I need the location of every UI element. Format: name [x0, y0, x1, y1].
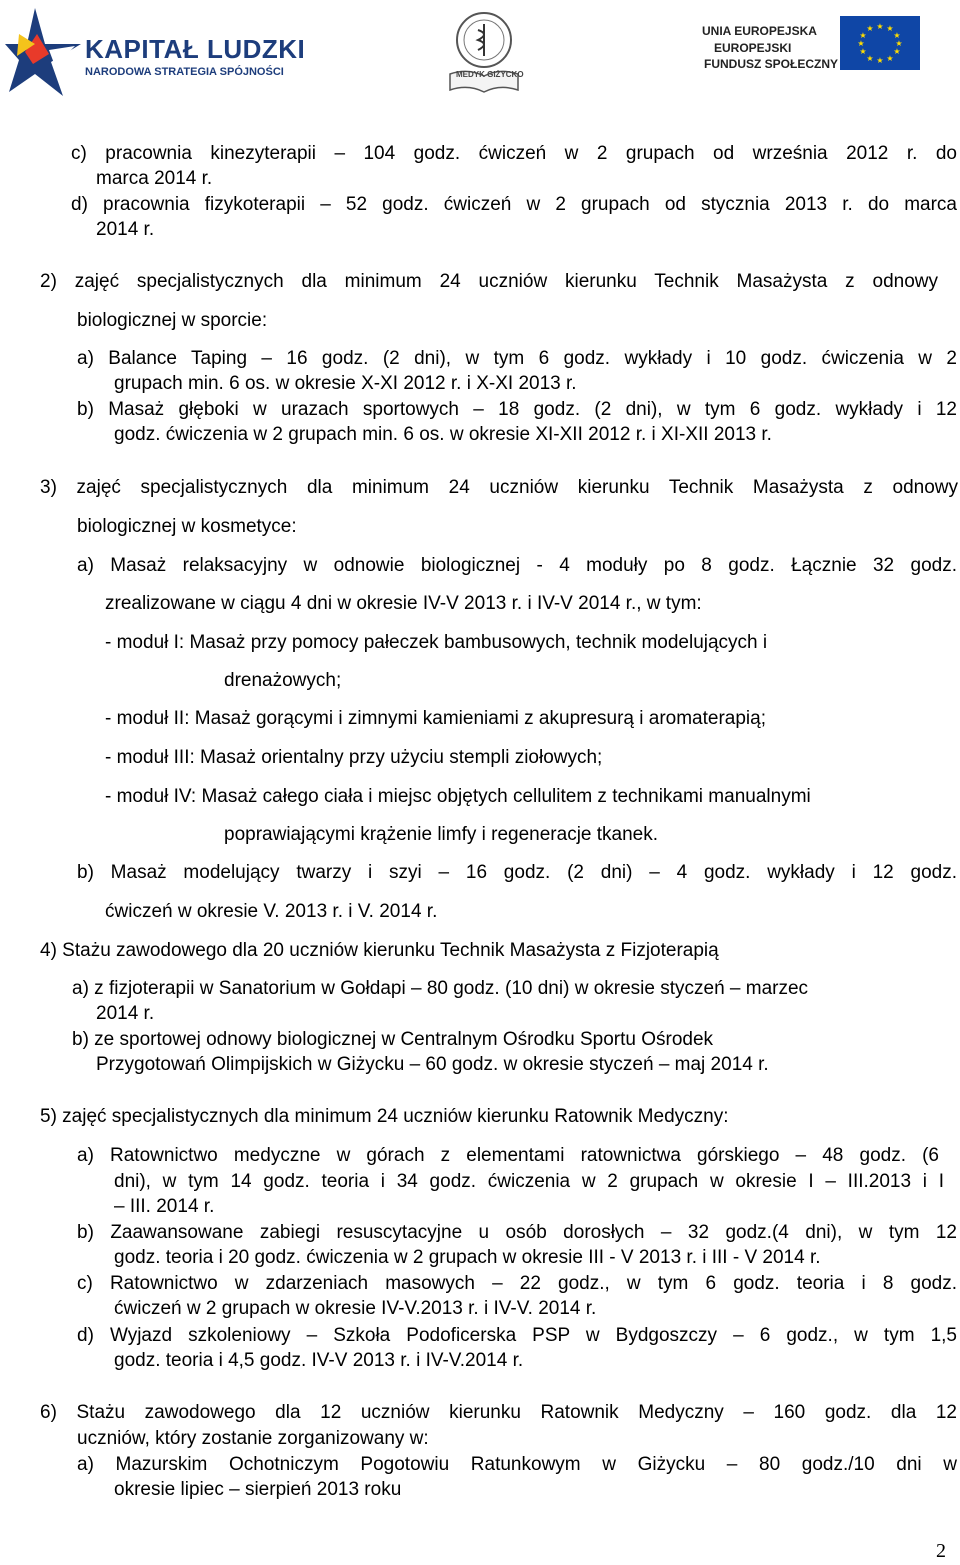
text-line: okresie lipiec – sierpień 2013 roku	[114, 1479, 402, 1500]
text-line: a) Balance Taping – 16 godz. (2 dni), w tym 6 godz. wykłady i 10 godz. ćwiczenia w 2	[77, 348, 957, 369]
text-line: 6) Stażu zawodowego dla 12 uczniów kierunku Ratownik Medyczny – 160 godz. dla 12	[40, 1402, 957, 1423]
svg-text:★: ★	[893, 47, 901, 56]
kapital-ludzki-logo	[5, 4, 305, 96]
text-line: a) Ratownictwo medyczne w górach z elementami ratownictwa górskiego – 48 godz. (6	[77, 1145, 939, 1166]
text-line: godz. teoria i 20 godz. ćwiczenia w 2 grupach w okresie III - V 2013 r. i III - V 2014 r.	[114, 1247, 821, 1268]
school-logo	[444, 10, 524, 96]
text-line: zrealizowane w ciągu 4 dni w okresie IV-V 2013 r. i IV-V 2014 r., w tym:	[105, 593, 702, 614]
text-line: - moduł II: Masaż gorącymi i zimnymi kamieniami z akupresurą i aromaterapią;	[105, 708, 766, 729]
svg-text:★: ★	[895, 39, 903, 48]
eu-line-2: EUROPEJSKI	[714, 41, 792, 55]
text-line: poprawiającymi krążenie limfy i regeneracje tkanek.	[224, 824, 659, 845]
svg-text:★: ★	[893, 31, 901, 40]
text-line: - moduł IV: Masaż całego ciała i miejsc objętych cellulitem z technikami manualnymi	[105, 786, 811, 807]
text-line: Przygotowań Olimpijskich w Giżycku – 60 godz. w okresie styczeń – maj 2014 r.	[96, 1054, 769, 1075]
text-line: dni), w tym 14 godz. teoria i 34 godz. ćwiczenia w 2 grupach w okresie I – III.2013 i I	[114, 1171, 944, 1192]
svg-text:★: ★	[886, 24, 894, 33]
text-line: biologicznej w kosmetyce:	[77, 516, 297, 537]
text-line: 2014 r.	[96, 1003, 155, 1024]
text-line: a) Masaż relaksacyjny w odnowie biologicznej - 4 moduły po 8 godz. Łącznie 32 godz.	[77, 555, 957, 576]
svg-text:★: ★	[859, 47, 867, 56]
text-line: godz. ćwiczenia w 2 grupach min. 6 os. w okresie XI-XII 2012 r. i XI-XII 2013 r.	[114, 424, 772, 445]
eu-flag-icon	[840, 16, 920, 70]
text-line: grupach min. 6 os. w okresie X-XI 2012 r. i X-XI 2013 r.	[114, 373, 577, 394]
text-line: ćwiczeń w 2 grupach w okresie IV-V.2013 r. i IV-V. 2014 r.	[114, 1298, 597, 1319]
page-number: 2	[936, 1540, 946, 1562]
svg-text:★: ★	[886, 54, 894, 63]
text-line: a) Mazurskim Ochotniczym Pogotowiu Ratunkowym w Giżycku – 80 godz./10 dni w	[77, 1454, 957, 1475]
svg-text:★: ★	[857, 39, 865, 48]
school-logo-text: MEDYK GIŻYCKO	[456, 70, 524, 79]
kapital-ludzki-subtitle: NARODOWA STRATEGIA SPÓJNOŚCI	[85, 66, 284, 78]
text-line: – III. 2014 r.	[114, 1196, 215, 1217]
text-line: a) z fizjoterapii w Sanatorium w Gołdapi – 80 godz. (10 dni) w okresie styczeń – marzec	[72, 978, 809, 999]
svg-text:★: ★	[866, 54, 874, 63]
text-line: b) Masaż modelujący twarzy i szyi – 16 godz. (2 dni) – 4 godz. wykłady i 12 godz.	[77, 862, 957, 883]
text-line: b) Zaawansowane zabiegi resuscytacyjne u osób dorosłych – 32 godz.(4 dni), w tym 12	[77, 1222, 957, 1243]
text-line: ćwiczeń w okresie V. 2013 r. i V. 2014 r.	[105, 901, 438, 922]
text-line: d) Wyjazd szkoleniowy – Szkoła Podoficerska PSP w Bydgoszczy – 6 godz., w tym 1,5	[77, 1325, 957, 1346]
text-line: 3) zajęć specjalistycznych dla minimum 24 uczniów kierunku Technik Masażysta z odnowy	[40, 477, 958, 498]
svg-text:★: ★	[876, 56, 884, 65]
text-line: biologicznej w sporcie:	[77, 310, 268, 331]
eu-line-3: FUNDUSZ SPOŁECZNY	[704, 57, 839, 71]
text-line: c) Ratownictwo w zdarzeniach masowych – 22 godz., w tym 6 godz. teoria i 8 godz.	[77, 1273, 957, 1294]
text-line: uczniów, który zostanie zorganizowany w:	[77, 1428, 429, 1449]
eu-logo	[688, 2, 940, 96]
text-line: marca 2014 r.	[96, 168, 213, 189]
text-line: 5) zajęć specjalistycznych dla minimum 24 uczniów kierunku Ratownik Medyczny:	[40, 1106, 729, 1127]
text-line: 2) zajęć specjalistycznych dla minimum 24 uczniów kierunku Technik Masażysta z odnowy	[40, 271, 938, 292]
text-line: b) ze sportowej odnowy biologicznej w Centralnym Ośrodku Sportu Ośrodek	[72, 1029, 714, 1050]
eu-line-1: UNIA EUROPEJSKA	[702, 24, 817, 38]
text-line: - moduł III: Masaż orientalny przy użyciu stempli ziołowych;	[105, 747, 603, 768]
text-line: drenażowych;	[224, 670, 342, 691]
svg-text:★: ★	[859, 31, 867, 40]
text-line: 2014 r.	[96, 219, 155, 240]
text-line: 4) Stażu zawodowego dla 20 uczniów kierunku Technik Masażysta z Fizjoterapią	[40, 940, 719, 961]
text-line: godz. teoria i 4,5 godz. IV-V 2013 r. i IV-V.2014 r.	[114, 1350, 524, 1371]
page-header	[0, 0, 960, 100]
kapital-ludzki-title: KAPITAŁ LUDZKI	[85, 34, 306, 64]
svg-text:★: ★	[866, 24, 874, 33]
kapital-ludzki-star-icon	[5, 4, 85, 96]
text-line: d) pracownia fizykoterapii – 52 godz. ćwiczeń w 2 grupach od stycznia 2013 r. do marca	[71, 194, 957, 215]
school-emblem-icon	[444, 10, 524, 70]
text-line: c) pracownia kinezyterapii – 104 godz. ćwiczeń w 2 grupach od września 2012 r. do	[71, 143, 957, 164]
svg-text:★: ★	[876, 22, 884, 31]
text-line: - moduł I: Masaż przy pomocy pałeczek bambusowych, technik modelujących i	[105, 632, 768, 653]
text-line: b) Masaż głęboki w urazach sportowych – 18 godz. (2 dni), w tym 6 godz. wykłady i 12	[77, 399, 957, 420]
